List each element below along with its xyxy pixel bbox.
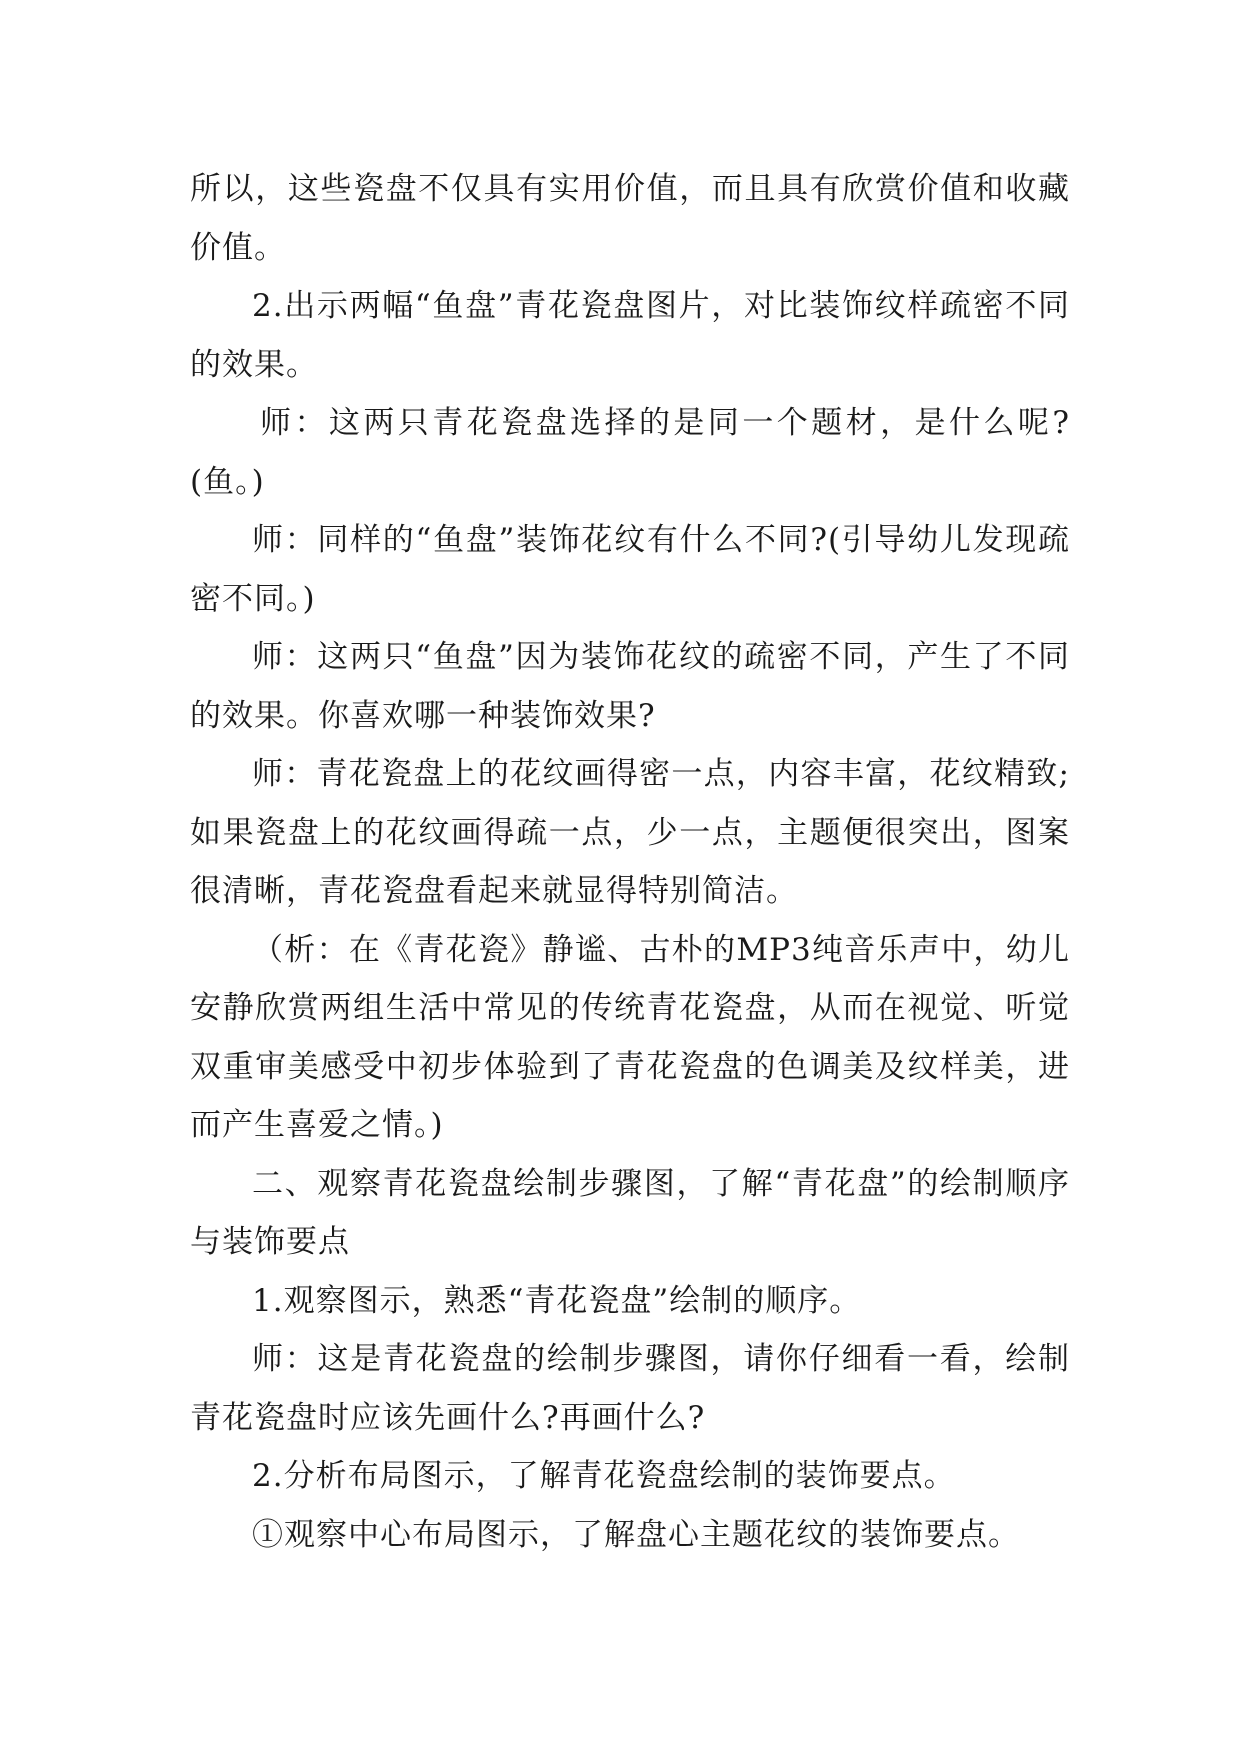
paragraph-sub-1: ①观察中心布局图示，了解盘心主题花纹的装饰要点。 [252,1516,1020,1553]
body-text [190,160,1070,1564]
paragraph-teacher-summary: 师：青花瓷盘上的花纹画得密一点，内容丰富，花纹精致;如果瓷盘上的花纹画得疏一点，少一点，主题便很突出，图案很清晰，青花瓷盘看起来就显得特别简洁。 [190,756,1070,909]
section-heading-2: 二、观察青花瓷盘绘制步骤图，了解“青花盘”的绘制顺序与装饰要点 [190,1165,1070,1260]
paragraph-continuation: 所以，这些瓷盘不仅具有实用价值，而且具有欣赏价值和收藏价值。 [190,171,1070,266]
paragraph-step-2: 2.分析布局图示，了解青花瓷盘绘制的装饰要点。 [252,1458,956,1494]
paragraph-step-1: 1.观察图示，熟悉“青花瓷盘”绘制的顺序。 [252,1282,862,1319]
paragraph-teacher-steps: 师：这是青花瓷盘的绘制步骤图，请你仔细看一看，绘制青花瓷盘时应该先画什么?再画什么? [190,1341,1070,1436]
paragraph-item-2: 2.出示两幅“鱼盘”青花瓷盘图片，对比装饰纹样疏密不同的效果。 [190,288,1070,383]
paragraph-teacher-effect: 师：这两只“鱼盘”因为装饰花纹的疏密不同，产生了不同的效果。你喜欢哪一种装饰效果? [190,639,1070,734]
paragraph-analysis: （析：在《青花瓷》静谧、古朴的MP3纯音乐声中，幼儿安静欣赏两组生活中常见的传统青花瓷盘，从而在视觉、听觉双重审美感受中初步体验到了青花瓷盘的色调美及纹样美，进而产生喜爱之情。) [190,931,1070,1143]
paragraph-teacher-difference: 师：同样的“鱼盘”装饰花纹有什么不同?(引导幼儿发现疏密不同。) [190,522,1070,617]
paragraph-teacher-question: 师：这两只青花瓷盘选择的是同一个题材，是什么呢?(鱼。) [190,405,1070,500]
